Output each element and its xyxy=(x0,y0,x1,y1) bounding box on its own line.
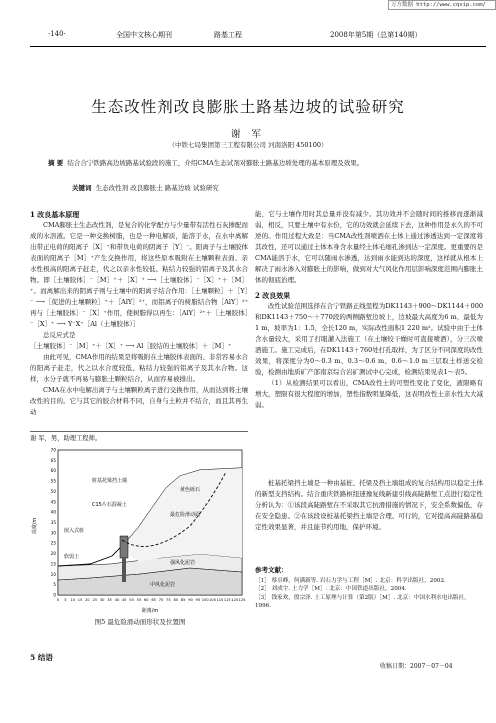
paragraph: 能，它与土壤作用时其总量并没有减少。其功效并不会随时间的推移而逐渐减弱，相反，只要土壤中有水份，它的功效就会延续下去，这种作用是永久的不可逆的。作用过程大致是：当CMA改性剂喷洒在土体上通过渗透达到一定深度将其改性，还可以通过土体本身含水量经土体毛细孔渗到达一定深度。更重要的是CMA能溶于水，它可以随雨水渗透，达到雨水能到达的深度，这样就从根本上解决了雨水渗入对膨胀土的影响，做到对大气风化作用层影响深度范围内膨胀土体的彻底治理。 xyxy=(255,210,483,284)
x-tick-label: 120 xyxy=(231,598,239,602)
fig-label: 黄色砾石 xyxy=(180,487,201,493)
y-tick-label: 20 xyxy=(50,551,56,557)
page-number: ·140· xyxy=(48,30,66,38)
x-tick-label: 25 xyxy=(92,598,98,602)
y-tick-label: 25 xyxy=(50,540,56,546)
y-tick-label: 70 xyxy=(50,447,56,453)
watermark: 万方数据 http://www.cqvip.com/ xyxy=(388,0,496,10)
y-tick-label: 60 xyxy=(50,468,56,474)
x-tick-label: 105 xyxy=(209,598,216,602)
fig-label: 软弱土 xyxy=(64,554,80,560)
x-tick-label: 0 xyxy=(56,598,60,602)
section-heading-1: 1 改良基本原理 xyxy=(30,210,80,219)
abstract-text: 结合合宁铁路高边坡路基试验段的施工，介绍CMA生态试剂对膨胀土路基边坡处理的基本原理及效果。 xyxy=(67,159,364,167)
y-tick-label: 15 xyxy=(50,561,56,567)
x-tick-label: 50 xyxy=(129,598,134,602)
y-tick-label: 10 xyxy=(50,571,56,577)
x-tick-label: 10 xyxy=(70,598,76,602)
paragraph: 由此可见，CMA作用的结果是将吸附在土壤胶体表面的、非常容易水合的阳离子赶走，代之以水合度较低、粘结力较强的铝离子及其水合物。这样，水分子就不再易与膨胀土颗粒结合，从而容易被排出。 xyxy=(30,353,248,383)
x-tick-label: 100 xyxy=(201,598,209,602)
x-tick-label: 20 xyxy=(85,598,90,602)
y-tick-label: 65 xyxy=(50,457,56,463)
author-footnote: 谢 军，男，助理工程师。 xyxy=(30,431,248,442)
x-tick-label: 45 xyxy=(121,598,127,602)
x-tick-label: 65 xyxy=(151,598,156,602)
section-heading-2: 2 改良效果 xyxy=(255,291,291,300)
abstract xyxy=(48,158,452,169)
y-tick-label: 5 xyxy=(53,582,56,588)
paragraph: 改性试验范围选择在合宁铁路正线里程为DK1143＋900～DK1144＋000和DK1143＋750～＋770段的两侧路堑边坡上，边坡最大高度为6 m，最低为1 m，坡率为1：1.5，全长120 m，实际改性面积1 220 m²。试验中由于土体含水量较大，采用了打眼灌入法施工（在土壤较干燥时可直接喷洒），分三次喷洒施工。施工完成后，在DK1143＋760处打孔取样，为了区分不同深度的改性效果，将深度分为0～0.3 m、0.3～0.6 m、0.6～1.0 m三层取土样送交检验，检测由地质矿产部南京综合岩矿测试中心完成，检测结果见表1～表5。 xyxy=(255,302,483,376)
x-tick-label: 40 xyxy=(114,598,120,602)
x-tick-label: 110 xyxy=(216,598,224,602)
reference-item: ［2］ 刘成宇. 土力学［M］. 北京：中国铁道出版社，2004. xyxy=(255,586,407,592)
slope-stability-figure xyxy=(30,446,250,614)
paragraph: （1）从检测结果可以看出，CMA改性土的可塑性变化了变化，液限略有增大，塑限有很大程度的增加，塑性指数明显降低，这表明改性土亲水性大大减弱。 xyxy=(255,379,483,409)
reference-item: ［1］ 蔡卓峰，何满新等. 岩石力学与工程［M］. 北京：科学出版社，2002. xyxy=(255,577,446,584)
x-tick-label: 15 xyxy=(77,598,83,602)
fig-label: C15片石混凝土 xyxy=(92,502,127,508)
running-header xyxy=(0,30,496,46)
references xyxy=(255,566,483,611)
figure-caption: 图5 最危险滑动面形状及位置图 xyxy=(94,618,186,626)
x-tick-label: 35 xyxy=(107,598,112,602)
fig-label: 最危险滑动面 xyxy=(170,512,201,518)
issue-info: 2008年第5期（总第140期） xyxy=(330,31,422,39)
y-tick-label: 0 xyxy=(53,592,56,598)
x-tick-label: 75 xyxy=(166,598,171,602)
x-tick-label: 125 xyxy=(238,598,246,602)
article-title: 生态改性剂改良膨胀土路基边坡的试验研究 xyxy=(91,98,405,116)
y-tick-label: 35 xyxy=(50,520,56,525)
y-tick-label: 45 xyxy=(50,499,56,505)
paragraph: 总反应式是 xyxy=(43,331,76,339)
section-heading-5: 5 结语 xyxy=(30,653,53,662)
fig-label: 强风化泥岩 xyxy=(170,560,196,566)
y-tick-label: 50 xyxy=(50,488,56,494)
keywords xyxy=(72,183,472,192)
y-axis-label: 高度/m xyxy=(32,517,38,535)
x-axis-label: 距离/m xyxy=(141,608,159,614)
left-column xyxy=(30,209,248,431)
x-tick-label: 5 xyxy=(64,598,67,602)
paragraph: CMA膨胀土生态改性剂，是复合的化学配方与少量带有活性石灰掺配而成的水溶液。它是一种交换树脂，也是一种电解质，能溶于水，在水中离解出带正电荷的阳离子［X］⁺和带负电荷的阴离子［Y］⁻。阳离子与土壤胶体表面的阳离子［M］⁺产生交换作用，将这些原本吸附在土壤颗粒表面、亲水性极高的阳离子赶走，代之以亲水性较低、粘结力较强的铝离子及其水合物。即［土壤胶体］⁻［M］⁺＋［X］⁺ ⟶［土壤胶体］⁻［X］⁺＋［M］⁺。而离解出来的阴离子则与土壤中的阳离子结合作用：［土壤颗粒］＋［Y］⁻ ⟶［促进的土壤颗粒］⁺＋［AlY］²⁺，而铝离子的树脂结合物［AlY］²⁺再与［土壤胶体］⁻［X］⁺作用，使树脂得以再生：［AlY］²⁺＋［土壤胶体］⁻［X］⁺ ⟶ Y⁻X⁺［Al（土壤胶体）］ xyxy=(30,221,248,328)
x-tick-label: 115 xyxy=(223,598,231,602)
received-date: 收稿日期：2007－07－04 xyxy=(380,663,453,670)
paragraph: 桩基托梁挡土墙是一种由基桩、托梁及挡土墙组成的复合结构用以稳定土体的新型支挡结构。结合重庆铁路枢纽速豫复线新建引线高陡路堑工点进行稳定性分析认为：①该段高陡路堑在不采取其它抗滑措施的情况下，安全系数偏低，存在安全隐患。②在该段设桩基托梁挡土墙是合理、可行的，它对提高高陡路基稳定性效果显著，并且能节约用地，保护环境。 xyxy=(255,479,483,531)
y-tick-label: 40 xyxy=(50,509,56,515)
paragraph: CMA在水中电解出离子与土壤颗粒离子进行交换作用，从而达到将土壤改性的目的。它与其它的胶合材料不同，自身与土粒并不结合，而且其再生动 xyxy=(30,386,248,416)
x-tick-label: 80 xyxy=(173,598,179,602)
pile xyxy=(122,558,126,582)
x-tick-label: 95 xyxy=(195,598,201,602)
fig-label: 桩基托梁挡土墙 xyxy=(92,478,128,484)
keywords-text: 生态改性剂 改良膨胀土 路基边坡 试验研究 xyxy=(95,184,219,192)
affiliation: （中铁七局集团第三工程有限公司 河南洛阳 450100） xyxy=(168,141,328,149)
x-tick-label: 30 xyxy=(99,598,105,602)
x-tick-label: 85 xyxy=(180,598,186,602)
equation: ［土壤胶体］⁻［M］⁺＋［X］⁺ ⟶ Al［胶结的土壤胶体］＋［M］⁺ xyxy=(30,342,232,350)
abstract-label: 摘 要 xyxy=(48,159,64,167)
author: 谢 军 xyxy=(230,129,266,140)
header-rule xyxy=(30,46,486,47)
fig-label: 嵌入式桩 xyxy=(64,528,85,534)
x-tick-label: 55 xyxy=(136,598,142,602)
fig-label: 中风化泥岩 xyxy=(150,582,176,588)
y-tick-label: 30 xyxy=(50,530,56,536)
x-tick-label: 60 xyxy=(144,598,149,602)
references-title: 参考文献： xyxy=(255,566,288,574)
reference-item: ［3］ 钱家欢，殷宗泽. 土工原理与计算（第2版）［M］. 北京：中国水利水电出版社，1996. xyxy=(255,594,470,609)
conclusion-text xyxy=(255,478,483,562)
keywords-label: 关键词 xyxy=(72,184,92,192)
y-tick-label: 55 xyxy=(50,478,56,484)
x-tick-label: 70 xyxy=(158,598,164,602)
header-section: 路基工程 xyxy=(214,31,242,39)
retaining-wall xyxy=(120,536,128,558)
journal-name: 全国中文核心期刊 xyxy=(116,31,172,39)
right-column xyxy=(255,209,483,471)
x-tick-label: 90 xyxy=(188,598,193,602)
